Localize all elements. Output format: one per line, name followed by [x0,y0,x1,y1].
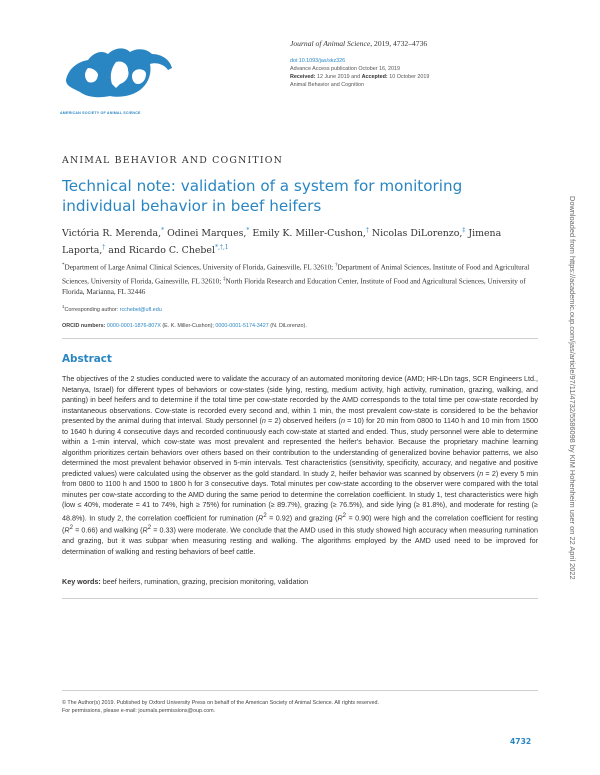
author-name: and Ricardo C. Chebel [108,245,215,257]
affiliation-text: Department of Animal Sciences, Institute of Food and Agricultural Sciences, University of Florida, Gainesville, FL 32610; [62,263,530,285]
corresponding-author [62,303,538,314]
author-affiliation-mark: † [102,244,106,252]
download-url-link[interactable]: https://academic.oup.com/jas/article/97/11/4732/5586098 [568,255,577,443]
author-name: Emily K. Miller-Cushon, [252,228,366,240]
author-name: Jimena Laporta, [62,228,502,257]
accepted-date: 10 October 2019 [389,74,430,80]
author-affiliation-mark: ‡ [462,227,466,234]
journal-header [290,39,550,89]
orcid-owner: (E. K. Miller-Cushon); [160,322,216,329]
affiliation-text: Department of Large Animal Clinical Sciences, University of Florida, Gainesville, FL 32610; [64,263,335,272]
author-affiliation-mark: † [365,227,369,234]
divider [62,690,538,691]
download-prefix: Downloaded from [568,196,577,256]
orcid-owner: (N. DiLorenzo). [268,322,307,329]
received-date: 12 June 2019 and [316,74,361,80]
author-list [62,224,532,258]
page-number: 4732 [510,737,532,746]
american-society-of-animal-science-logo [58,40,178,110]
journal-volume-pages: , 2019, 4732–4736 [370,39,428,48]
affiliation-text: North Florida Research and Education Center, Institute of Food and Agricultural Sciences, University of Florida, Marianna, FL 32446 [62,276,526,297]
orcid-label: ORCID numbers: [62,322,106,329]
corresponding-email-link[interactable]: rcchebel@ufl.edu [119,306,162,313]
divider [62,598,538,599]
author-affiliation-mark: * [161,227,165,234]
keywords [62,577,538,587]
abstract-heading: Abstract [62,353,112,365]
keywords-label: Key words: [62,577,101,586]
doi-link[interactable]: doi:10.1093/jas/skz326 [290,58,346,64]
author-name: Victória R. Merenda, [62,228,162,240]
journal-citation [290,39,550,49]
author-name: Nicolas DiLorenzo, [371,228,463,240]
copyright-line: © The Author(s) 2019. Published by Oxford University Press on behalf of the American Society of Animal Science. All rights reserved. [62,700,379,706]
logo-caption: AMERICAN SOCIETY OF ANIMAL SCIENCE [60,111,141,115]
footnote-mark: 1 [62,304,65,309]
received-label: Received: [290,74,316,80]
footnotes [62,303,538,330]
download-watermark [568,196,577,580]
download-suffix: by KIM Hohenheim user on 22 April 2022 [568,442,577,580]
article-category: Animal Behavior and Cognition [290,82,365,88]
permissions-line: For permissions, please e-mail: journals.permissions@oup.com. [62,708,216,714]
author-affiliation-mark: * [246,227,250,234]
abstract-text: The objectives of the 2 studies conducted were to validate the accuracy of an automated monitoring device (AMD; HR-LDn tags, SCR Engineers Ltd., Netanya, Israel) for different types of behaviors or cow-states (side lying, resting, medium activity, high activity, rumination, grazing, walking, and panting) in beef heifers and to determine if the total time per cow-state recorded by the AMD corresponds to the total time per cow-state recorded by instantaneous observations. Cow-state is recorded every second and, within 1 min, the most prevalent cow-state is considered to be the behavior presented by the animal during that interval. Study personnel (n = 2) observed heifers (n = 10) for 20 min from 0800 to 1140 h and 10 min from 1500 to 1640 h during 4 consecutive days and recorded continuously each cow-state at started and ended. Thus, study personnel were able to determine within a 1-min interval, which cow-state was most prevalent and represented the heifer's behavior. Because the proprietary machine learning algorithm prioritizes certain behaviors over others based on their contribution to the understanding of generalized bovine behavior patterns, we also determined the most prevalent behavior observed in 5-min intervals. Test characteristics (sensitivity, specificity, accuracy, and negative and positive predicted values) were calculated using the observer as the gold standard. In study 2, heifer behavior was scanned by observers (n = 2) every 5 min from 0800 to 1100 h and 1500 to 1800 h for 3 consecutive days. Total minutes per cow-state according to the observer were compared with the total minutes per cow-state according to the AMD during the same period to determine the correlation coefficient. In study 1, test characteristics were high (low ≤ 40%, moderate = 41 to 74%, high ≥ 75%) for rumination (≥ 89.7%), grazing (≥ 76.5%), and side lying (≥ 81.8%), and moderate for resting (≥ 48.8%). In study 2, the correlation coefficient for rumination $(R^2 = 0.92)$ and grazing $(R^2 = 0.90)$ were high and the correlation coefficient for resting $(R^2 = 0.66)$ and walking $(R^2 = 0.33)$ were moderate. We conclude that the AMD used in this study showed high accuracy when measuring rumination and grazing, but it was subpar when measuring resting and walking. The algorithms employed by the AMD used need to be improved for determination of walking and resting behaviors of beef cattle. [62,374,539,556]
orcid-link[interactable]: 0000-0001-5174-3427 [215,322,269,329]
accepted-label: Accepted: [361,74,388,80]
affiliation-mark: † [334,263,338,268]
copyright-notice [62,699,538,715]
author-name: Odinei Marques, [167,228,247,240]
keywords-text: beef heifers, rumination, grazing, precision monitoring, validation [100,577,309,586]
orcid-numbers [62,322,538,330]
received-accepted [290,73,550,81]
journal-title: Journal of Animal Science [290,39,371,48]
article-title: Technical note: validation of a system for monitoring individual behavior in beef heifers [62,177,463,215]
affiliations [62,260,538,298]
author-affiliation-mark: *,†,1 [214,244,229,252]
orcid-link[interactable]: 0000-0001-1876-807X [105,322,161,329]
section-label: ANIMAL BEHAVIOR AND COGNITION [62,155,284,166]
affiliation-mark: ‡ [223,276,226,282]
corresponding-label: Corresponding author: [64,306,120,313]
divider [62,338,538,339]
advance-access: Advance Access publication October 16, 2019 [290,66,400,72]
affiliation-mark: * [62,263,65,268]
